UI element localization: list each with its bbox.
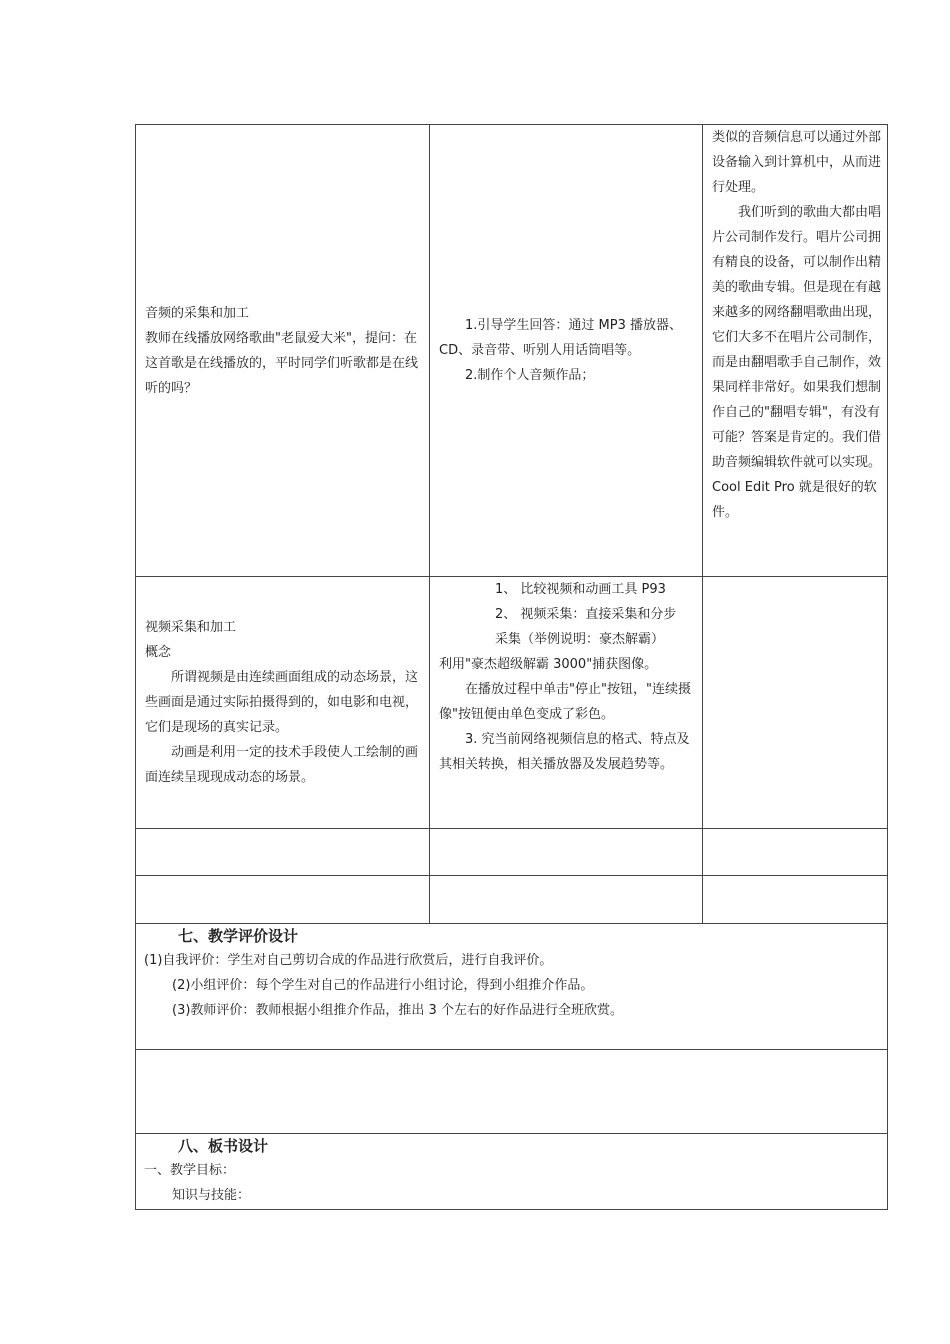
board-line-2: 知识与技能： <box>172 1188 251 1203</box>
video-student-item-2a: 2、 视频采集：直接采集和分步 <box>495 607 677 622</box>
empty-wide-cell <box>136 1050 888 1134</box>
empty-cell <box>430 876 703 924</box>
row-audio <box>136 125 888 577</box>
evaluation-cell <box>136 924 888 1050</box>
evaluation-heading: 七、教学评价设计 <box>178 927 299 945</box>
video-student-item-2b: 采集（举例说明：豪杰解霸） <box>495 632 665 647</box>
audio-notes-cell <box>703 125 888 577</box>
video-student-cell <box>430 577 703 829</box>
audio-student-item-2: 2.制作个人音频作品； <box>465 368 595 383</box>
row-evaluation <box>136 924 888 1050</box>
board-line-1: 一、教学目标： <box>144 1163 236 1178</box>
empty-cell <box>136 829 430 876</box>
audio-title: 音频的采集和加工 <box>145 305 250 321</box>
audio-student-cell <box>430 125 703 577</box>
video-concept-para-2: 动画是利用一定的技术手段使人工绘制的画面连续呈现现成动态的场景。 <box>145 745 419 785</box>
video-student-item-2c: 利用"豪杰超级解霸 3000"捕获图像。 <box>439 657 658 672</box>
board-heading: 八、板书设计 <box>178 1137 269 1155</box>
row-empty-wide <box>136 1050 888 1134</box>
video-teacher-cell <box>136 577 430 829</box>
video-student-item-3: 3. 究当前网络视频信息的格式、特点及其相关转换，相关播放器及发展趋势等。 <box>439 732 690 772</box>
audio-teacher-cell <box>136 125 430 577</box>
video-student-item-1: 1、 比较视频和动画工具 P93 <box>495 582 666 597</box>
video-title: 视频采集和加工 <box>145 620 237 635</box>
evaluation-line-3: (3)教师评价：教师根据小组推介作品，推出 3 个左右的好作品进行全班欣赏。 <box>172 1003 623 1018</box>
row-video <box>136 577 888 829</box>
empty-cell <box>430 829 703 876</box>
audio-student-item-1: 1.引导学生回答：通过 MP3 播放器、CD、录音带、听别人用话筒唱等。 <box>439 318 682 358</box>
video-notes-cell <box>703 577 888 829</box>
row-empty-2 <box>136 876 888 924</box>
empty-cell <box>703 876 888 924</box>
audio-notes-para-2: 我们听到的歌曲大都由唱片公司制作发行。唱片公司拥有精良的设备，可以制作出精美的歌曲专辑。但是现在有越来越多的网络翻唱歌曲出现，它们大多不在唱片公司制作，而是由翻唱歌手自己制作，效果同样非常好。如果我们想制作自己的"翻唱专辑"，有没有可能？答案是肯定的。我们借助音频编辑软件就可以实现。Cool Edit Pro 就是很好的软件。 <box>712 205 882 520</box>
empty-cell <box>703 829 888 876</box>
empty-cell <box>136 876 430 924</box>
lesson-plan-table <box>135 124 888 1210</box>
row-empty-1 <box>136 829 888 876</box>
row-board <box>136 1134 888 1210</box>
audio-teacher-text: 教师在线播放网络歌曲"老鼠爱大米"，提问：在这首歌是在线播放的，平时同学们听歌都是在线听的吗？ <box>145 330 419 396</box>
video-student-item-2d: 在播放过程中单击"停止"按钮，"连续摄像"按钮便由单色变成了彩色。 <box>439 682 691 722</box>
evaluation-line-1: (1)自我评价：学生对自己剪切合成的作品进行欣赏后，进行自我评价。 <box>144 953 553 968</box>
video-concept-para-1: 所谓视频是由连续画面组成的动态场景，这些画面是通过实际拍摄得到的，如电影和电视，它们是现场的真实记录。 <box>145 670 419 735</box>
board-cell <box>136 1134 888 1210</box>
evaluation-line-2: (2)小组评价：每个学生对自己的作品进行小组讨论，得到小组推介作品。 <box>172 978 594 993</box>
video-subtitle: 概念 <box>145 645 172 660</box>
audio-notes-para-1: 类似的音频信息可以通过外部设备输入到计算机中，从而进行处理。 <box>712 130 882 195</box>
